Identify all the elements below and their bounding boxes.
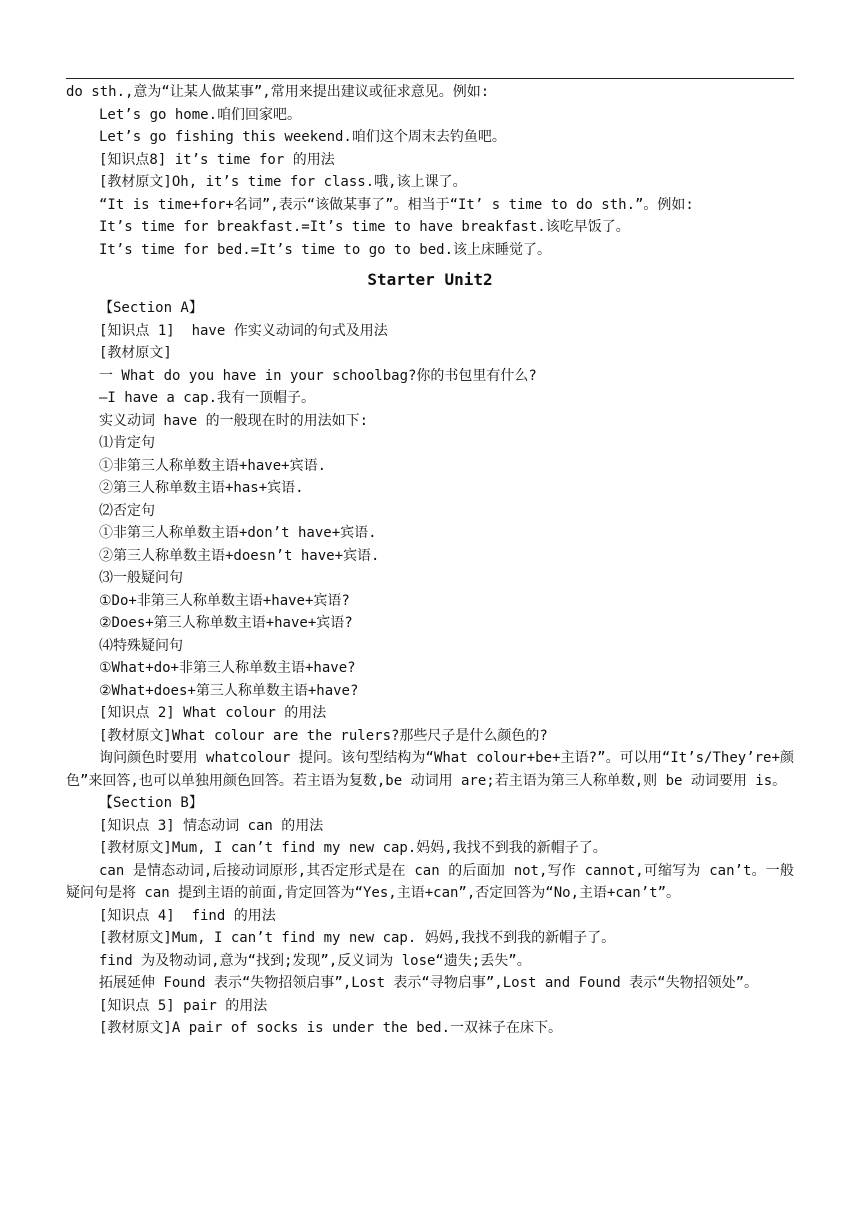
- text-line: [知识点 2] What colour 的用法: [99, 705, 327, 721]
- text-line: ②Does+第三人称单数主语+have+宾语?: [99, 615, 353, 631]
- text-line: Let’s go fishing this weekend.咱们这个周末去钓鱼吧。: [99, 129, 506, 145]
- text-line: —I have a cap.我有一顶帽子。: [99, 390, 316, 406]
- text-line: [教材原文]A pair of socks is under the bed.一双袜子在床下。: [99, 1020, 563, 1036]
- text-line: ②第三人称单数主语+doesn’t have+宾语.: [99, 547, 380, 564]
- text-line: ①What+do+非第三人称单数主语+have?: [99, 660, 356, 676]
- text-line: 【Section B】: [99, 795, 203, 811]
- text-line: [知识点 3] 情态动词 can 的用法: [99, 817, 324, 834]
- text-line: can 是情态动词,后接动词原形,其否定形式是在 can 的后面加 not,写作 cannot,可缩写为 can’t。一般疑问句是将 can 提到主语的前面,肯定回答为“Yes,主语+can”,否定回答为“No,主语+can’t”。: [66, 862, 794, 901]
- text-line: [教材原文]Mum, I can’t find my new cap. 妈妈,我找不到我的新帽子了。: [99, 930, 616, 946]
- text-line: ②第三人称单数主语+has+宾语.: [99, 480, 304, 496]
- text-line: ⑶一般疑问句: [99, 570, 183, 586]
- text-line: 询问颜色时要用 whatcolour 提问。该句型结构为“What colour+be+主语?”。可以用“It’s/They’re+颜色”来回答,也可以单独用颜色回答。若主语为复数,be 动词用 are;若主语为第三人称单数,则 be 动词要用 is。: [66, 750, 794, 789]
- text-line: do sth.,意为“让某人做某事”,常用来提出建议或征求意见。例如:: [66, 84, 490, 100]
- text-line: [知识点 4] find 的用法: [99, 907, 276, 924]
- text-line: ②What+does+第三人称单数主语+have?: [99, 682, 359, 699]
- text-line: Let’s go home.咱们回家吧。: [99, 106, 302, 123]
- text-line: ⑵否定句: [99, 502, 155, 519]
- text-line: [教材原文]: [99, 345, 172, 361]
- text-line: [知识点 1] have 作实义动词的句式及用法: [99, 322, 388, 339]
- text-line: [教材原文]What colour are the rulers?那些尺子是什么颜色的?: [99, 727, 548, 744]
- text-line: ⑴肯定句: [99, 435, 155, 451]
- text-line: find 为及物动词,意为“找到;发现”,反义词为 lose“遗失;丢失”。: [99, 952, 531, 969]
- text-line: It’s time for bed.=It’s time to go to bed.该上床睡觉了。: [99, 241, 552, 258]
- document-content: [66, 81, 794, 1040]
- text-line: 拓展延伸 Found 表示“失物招领启事”,Lost 表示“寻物启事”,Lost and Found 表示“失物招领处”。: [99, 975, 759, 991]
- text-line: 【Section A】: [99, 300, 203, 316]
- text-line: 实义动词 have 的一般现在时的用法如下:: [99, 412, 369, 429]
- header-rule: [66, 78, 794, 79]
- text-line: It’s time for breakfast.=It’s time to have breakfast.该吃早饭了。: [99, 219, 630, 235]
- text-line: “It is time+for+名词”,表示“该做某事了”。相当于“It’ s time to do sth.”。例如:: [99, 196, 694, 213]
- unit-heading: Starter Unit2: [367, 270, 493, 289]
- section-continued-text: [66, 81, 794, 261]
- text-line: ⑷特殊疑问句: [99, 637, 183, 654]
- text-line: [知识点 5] pair 的用法: [99, 997, 268, 1014]
- text-line: ①非第三人称单数主语+have+宾语.: [99, 457, 327, 474]
- section-body-text: [66, 297, 794, 1040]
- text-line: ①非第三人称单数主语+don’t have+宾语.: [99, 525, 377, 541]
- text-line: ①Do+非第三人称单数主语+have+宾语?: [99, 592, 350, 609]
- text-line: [教材原文]Oh, it’s time for class.哦,该上课了。: [99, 174, 467, 190]
- text-line: [教材原文]Mum, I can’t find my new cap.妈妈,我找不到我的新帽子了。: [99, 840, 607, 856]
- text-line: [知识点8] it’s time for 的用法: [99, 151, 335, 168]
- text-line: 一 What do you have in your schoolbag?你的书包里有什么?: [99, 367, 537, 384]
